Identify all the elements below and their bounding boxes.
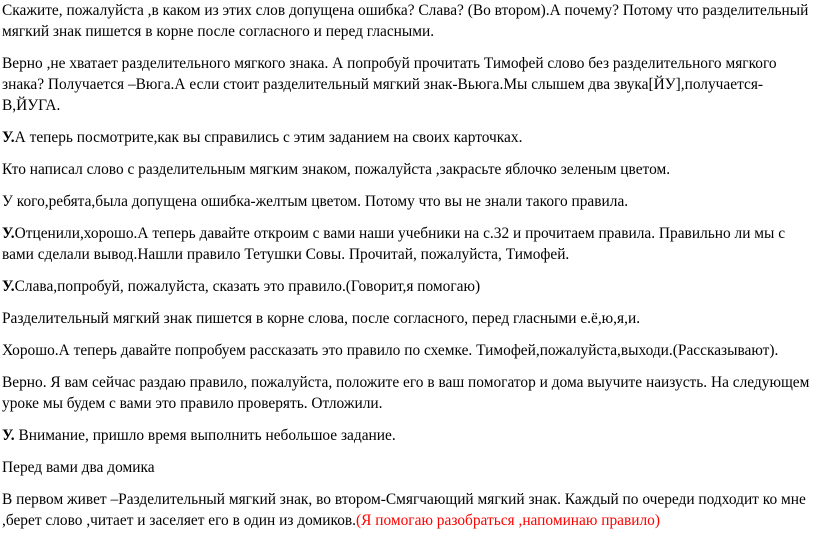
teacher-marker: У. bbox=[2, 225, 15, 242]
paragraph-text: Скажите, пожалуйста ,в каком из этих слов допущена ошибка? Слава? (Во втором).А почему? Потому что разделительный мягкий знак пишется в корне после согласного и перед гласными. bbox=[2, 2, 809, 40]
paragraph-text: Отценили,хорошо.А теперь давайте откроим с вами наши учебники на с.32 и прочитаем правила. Правильно ли мы с вами сделали вывод.Нашли правило Тетушки Совы. Прочитай, пожалуйста, Тимофей. bbox=[2, 225, 786, 263]
paragraph-text: У кого,ребята,была допущена ошибка-желтым цветом. Потому что вы не знали такого правила. bbox=[2, 193, 629, 210]
paragraph-9 bbox=[2, 340, 810, 361]
paragraph-text: Хорошо.А теперь давайте попробуем рассказать это правило по схемке. Тимофей,пожалуйста,выходи.(Рассказывают). bbox=[2, 342, 779, 359]
paragraph-text: А теперь посмотрите,как вы справились с этим заданием на своих карточках. bbox=[14, 129, 523, 146]
paragraph-text: Перед вами два домика bbox=[2, 459, 155, 476]
paragraph-text: Верно. Я вам сейчас раздаю правило, пожалуйста, положите его в ваш помогатор и дома выучите наизусть. На следующем уроке мы будем с вами это правило проверять. Отложили. bbox=[2, 374, 810, 412]
teacher-marker: У. bbox=[2, 427, 15, 444]
paragraph-4 bbox=[2, 159, 810, 180]
paragraph-6 bbox=[2, 223, 810, 265]
teacher-marker: У. bbox=[2, 278, 15, 295]
paragraph-text: В первом живет –Разделительный мягкий знак, во втором-Смягчающий мягкий знак. Каждый по очереди подходит ко мне ,берет слово ,читает и заселяет его в один из домиков. bbox=[2, 491, 806, 529]
paragraph-13 bbox=[2, 489, 810, 531]
paragraph-text: Кто написал слово с разделительным мягким знаком, пожалуйста ,закрасьте яблочко зеленым цветом. bbox=[2, 161, 671, 178]
paragraph-10 bbox=[2, 372, 810, 414]
paragraph-3 bbox=[2, 127, 810, 148]
paragraph-8 bbox=[2, 308, 810, 329]
paragraph-11 bbox=[2, 425, 810, 446]
paragraph-text: Верно ,не хватает разделительного мягкого знака. А попробуй прочитать Тимофей слово без разделительного мягкого знака? Получается –Вюга.А если стоит разделительный мягкий знак-Вьюга.Мы слышем два звука[ЙУ],получается-В,ЙУГА. bbox=[2, 55, 777, 114]
paragraph-text: Внимание, пришло время выполнить небольшое задание. bbox=[14, 427, 396, 444]
teacher-marker: У. bbox=[2, 129, 15, 146]
paragraph-7 bbox=[2, 276, 810, 297]
teacher-note: (Я помогаю разобраться ,напоминаю правило) bbox=[356, 512, 660, 529]
paragraph-2 bbox=[2, 53, 810, 116]
paragraph-5 bbox=[2, 191, 810, 212]
paragraph-text: Разделительный мягкий знак пишется в корне слова, после согласного, перед гласными е.ё,ю,я,и. bbox=[2, 310, 641, 327]
paragraph-text: Слава,попробуй, пожалуйста, сказать это правило.(Говорит,я помогаю) bbox=[14, 278, 481, 295]
paragraph-1 bbox=[2, 0, 810, 42]
paragraph-12 bbox=[2, 457, 810, 478]
